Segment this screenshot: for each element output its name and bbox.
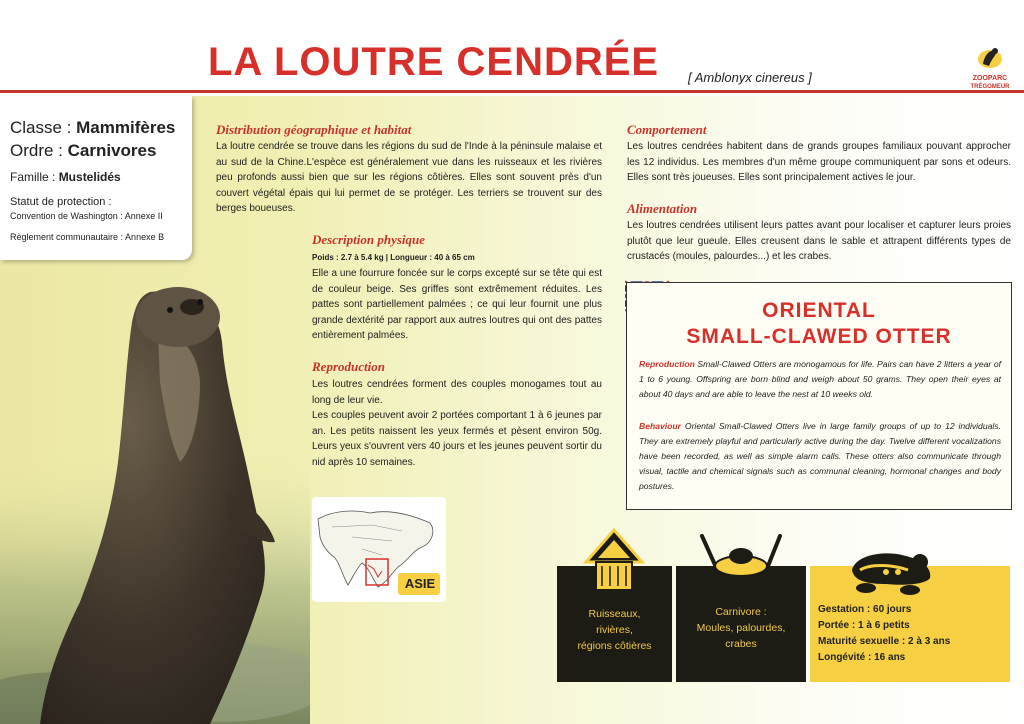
- reglement-line: Règlement communautaire : Annexe B: [10, 232, 165, 242]
- ordre-value: Carnivores: [67, 141, 157, 160]
- reproduction-text-1: Les loutres cendrées forment des couples monogames tout au long de leur vie.: [312, 379, 602, 406]
- english-box: [626, 282, 1012, 510]
- otter-photo: [0, 262, 310, 724]
- comportement-text: Les loutres cendrées habitent dans de grands groupes familiaux pouvant approcher les 12 individus. Les membres d'un même groupe communiquent par sons et odeurs. Elles sont très joueuses. Elles sont principalement actives le jour.: [627, 141, 1011, 183]
- classe-value: Mammifères: [76, 118, 176, 137]
- english-title-line-1: ORIENTAL: [762, 299, 876, 322]
- logo-line-2: TRÉGOMEUR: [970, 84, 1010, 90]
- classe-line: [10, 118, 175, 138]
- plate-cutlery-icon: [698, 532, 784, 592]
- distribution-text: La loutre cendrée se trouve dans les régions du sud de l'Inde à la péninsule malaise et au sud de la Chine.L'espèce est généralement vue dans les ruisseaux et les rivières peu profonds aussi bien que sur les régions côtières. Elles sont souvent près d'un couvert végétal épais qui lui permet de se protéger. Les terriers se trouvent sur des berges boueuses.: [216, 141, 602, 214]
- stat-portee: Portée : 1 à 6 petits: [818, 620, 910, 631]
- alimentation-text: Les loutres cendrées utilisent leurs pattes avant pour localiser et capturer leurs proies plutôt que leur gueule. Elles creusent dans le sable et attrapent différents types de crustacés (moules, palourdes...) et les crabes.: [627, 220, 1011, 262]
- header-divider: [0, 90, 1024, 93]
- logo-line-1: ZOOPARC: [972, 75, 1008, 82]
- diet-line-3: crabes: [725, 638, 757, 650]
- habitat-line-1: Ruisseaux,: [588, 608, 641, 620]
- classification-box: [0, 96, 192, 260]
- asia-map: [312, 497, 446, 602]
- zooparc-logo: [964, 42, 1016, 94]
- diet-line-2: Moules, palourdes,: [696, 622, 786, 634]
- stat-gestation: Gestation : 60 jours: [818, 604, 912, 615]
- english-reproduction: [639, 357, 1001, 402]
- english-title-line-2: SMALL-CLAWED OTTER: [686, 325, 952, 348]
- latin-name: [ Amblonyx cinereus ]: [688, 70, 812, 85]
- stat-maturite: Maturité sexuelle : 2 à 3 ans: [818, 636, 951, 647]
- ordre-line: [10, 141, 156, 161]
- classe-label: Classe :: [10, 118, 77, 137]
- hut-icon: [582, 526, 646, 596]
- statut-label: Statut de protection :: [10, 196, 112, 208]
- english-behav-text: Oriental Small-Clawed Otters live in large family groups of up to 12 individuals. They are extremely playful and particularly active during the day. Twelve different vocalizations have been recorded, as well as simple alarm calls. These otters also communicate through visual, tactile and chemical signals such as communal cleaning, hormonal changes and body postures.: [639, 421, 1001, 491]
- otter-logo-icon: [975, 42, 1005, 70]
- famille-label: Famille :: [10, 170, 59, 184]
- comportement-heading: Comportement: [627, 122, 707, 137]
- reproduction-text-2: Les couples peuvent avoir 2 portées comportant 1 à 6 jeunes par an. Les petits naissent les yeux fermés et pèsent environ 50g. Leurs yeux s'ouvrent vers 40 jours et les jeunes peuvent sortir du nid après 10 semaines.: [312, 410, 602, 468]
- english-repro-label: Reproduction: [639, 359, 695, 369]
- english-repro-text: Small-Clawed Otters are monogamous for life. Pairs can have 2 litters a year of 1 to 6 young. Offspring are born blind and weigh about 50 grams. They open their eyes at about 40 days and are able to leave the nest at 10 weeks old.: [639, 359, 1001, 399]
- english-behaviour: [639, 419, 1001, 494]
- stat-longevite: Longévité : 16 ans: [818, 652, 906, 663]
- famille-line: [10, 170, 121, 184]
- habitat-line-2: rivières,: [596, 624, 633, 636]
- otter-illustration: [0, 262, 310, 724]
- famille-value: Mustelidés: [58, 170, 121, 184]
- convention-line: Convention de Washington : Annexe II: [10, 211, 163, 221]
- alimentation-heading: Alimentation: [627, 201, 698, 216]
- description-heading: Description physique: [312, 232, 426, 247]
- distribution-heading: Distribution géographique et habitat: [216, 122, 412, 137]
- english-behav-label: Behaviour: [639, 421, 682, 431]
- ordre-label: Ordre :: [10, 141, 68, 160]
- habitat-line-3: régions côtières: [577, 640, 652, 652]
- description-text: Elle a une fourrure foncée sur le corps excepté sur se tête qui est de couleur beige. Ses griffes sont extrêmement réduites. Les pattes sont partiellement palmées ; ce qui leur fournit une plus grande dextérité par rapport aux autres loutres qui ont des pattes entièrement palmées.: [312, 268, 602, 341]
- map-label: ASIE: [404, 576, 436, 591]
- otter-family-icon: [846, 540, 938, 596]
- diet-line-1: Carnivore :: [715, 606, 767, 618]
- page-title: LA LOUTRE CENDRÉE: [208, 40, 660, 84]
- description-measures: Poids : 2.7 à 5.4 kg | Longueur : 40 à 65 cm: [312, 253, 475, 262]
- reproduction-heading: Reproduction: [312, 359, 385, 374]
